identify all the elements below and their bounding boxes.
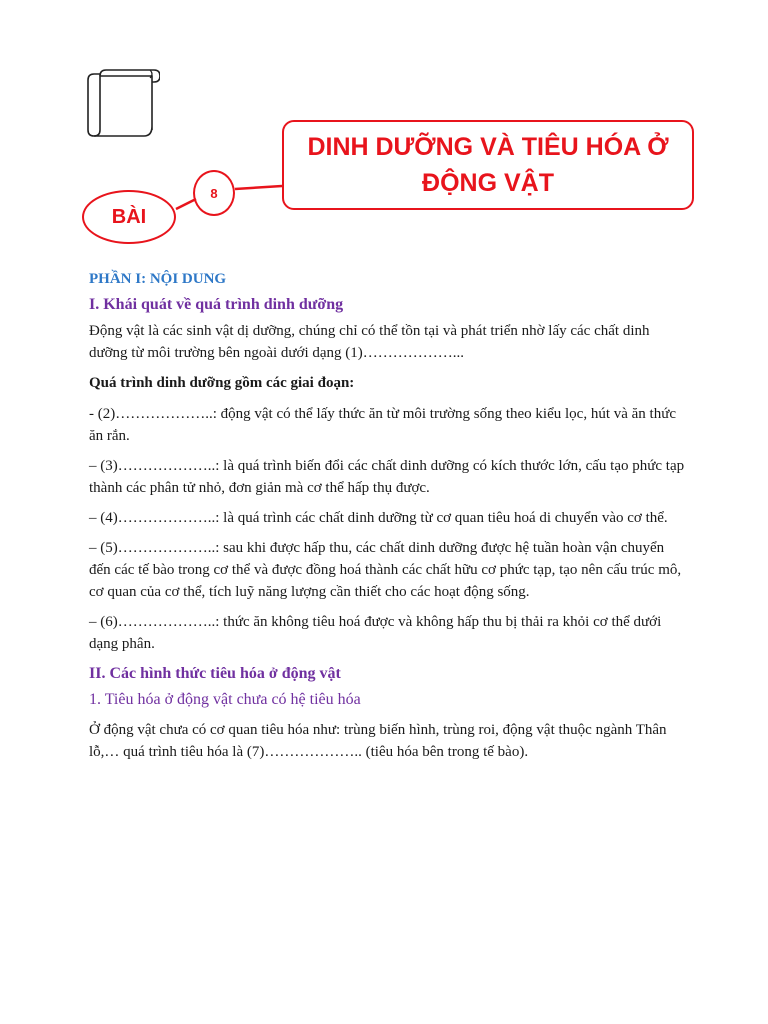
lesson-number-badge: 8 [193, 170, 235, 216]
document-body [89, 268, 689, 771]
stage-item-assimilation: – (5)………………..: sau khi được hấp thu, các chất dinh dưỡng được hệ tuần hoàn vận chuyển đến các tế bào trong cơ thể và được đồng hoá thành các chất hữu cơ phức tạp, tạo nên cấu trúc mô, cơ quan của cơ thể, tích luỹ năng lượng cần thiết cho các hoạt động sống. [89, 540, 682, 600]
stage-item-digestion: – (3)………………..: là quá trình biến đổi các chất dinh dưỡng có kích thước lớn, cấu tạo phức tạp thành các phân tử nhỏ, đơn giản mà cơ thể hấp thụ được. [89, 458, 685, 496]
part-heading: PHẦN I: NỘI DUNG [89, 271, 227, 287]
intro-paragraph: Động vật là các sinh vật dị dưỡng, chúng chỉ có thể tồn tại và phát triển nhờ lấy các chất dinh dưỡng từ môi trường bên ngoài dưới dạng (1)………………... [89, 323, 650, 361]
stage-item-absorption: – (4)………………..: là quá trình các chất dinh dưỡng từ cơ quan tiêu hoá di chuyển vào cơ thể. [89, 510, 668, 526]
section-heading-1: I. Khái quát về quá trình dinh dưỡng [89, 296, 344, 313]
lesson-title-box [282, 120, 694, 210]
lesson-label-badge: BÀI [82, 190, 176, 244]
section2-paragraph: Ở động vật chưa có cơ quan tiêu hóa như: trùng biến hình, trùng roi, động vật thuộc ngành Thân lỗ,… quá trình tiêu hóa là (7)……………….. (tiêu hóa bên trong tế bào). [89, 722, 667, 760]
sub-heading-1: 1. Tiêu hóa ở động vật chưa có hệ tiêu hóa [89, 691, 361, 708]
stage-item-excretion: – (6)………………..: thức ăn không tiêu hoá được và không hấp thu bị thải ra khỏi cơ thể dưới dạng phân. [89, 614, 662, 652]
section-heading-2: II. Các hình thức tiêu hóa ở động vật [89, 665, 341, 682]
lesson-title: DINH DƯỠNG VÀ TIÊU HÓA Ở ĐỘNG VẬT [307, 133, 669, 197]
stage-item-ingestion: - (2)………………..: động vật có thể lấy thức ăn từ môi trường sống theo kiểu lọc, hút và ăn thức ăn rắn. [89, 406, 677, 444]
scroll-icon [80, 68, 160, 140]
stages-title: Quá trình dinh dưỡng gồm các giai đoạn: [89, 375, 355, 391]
